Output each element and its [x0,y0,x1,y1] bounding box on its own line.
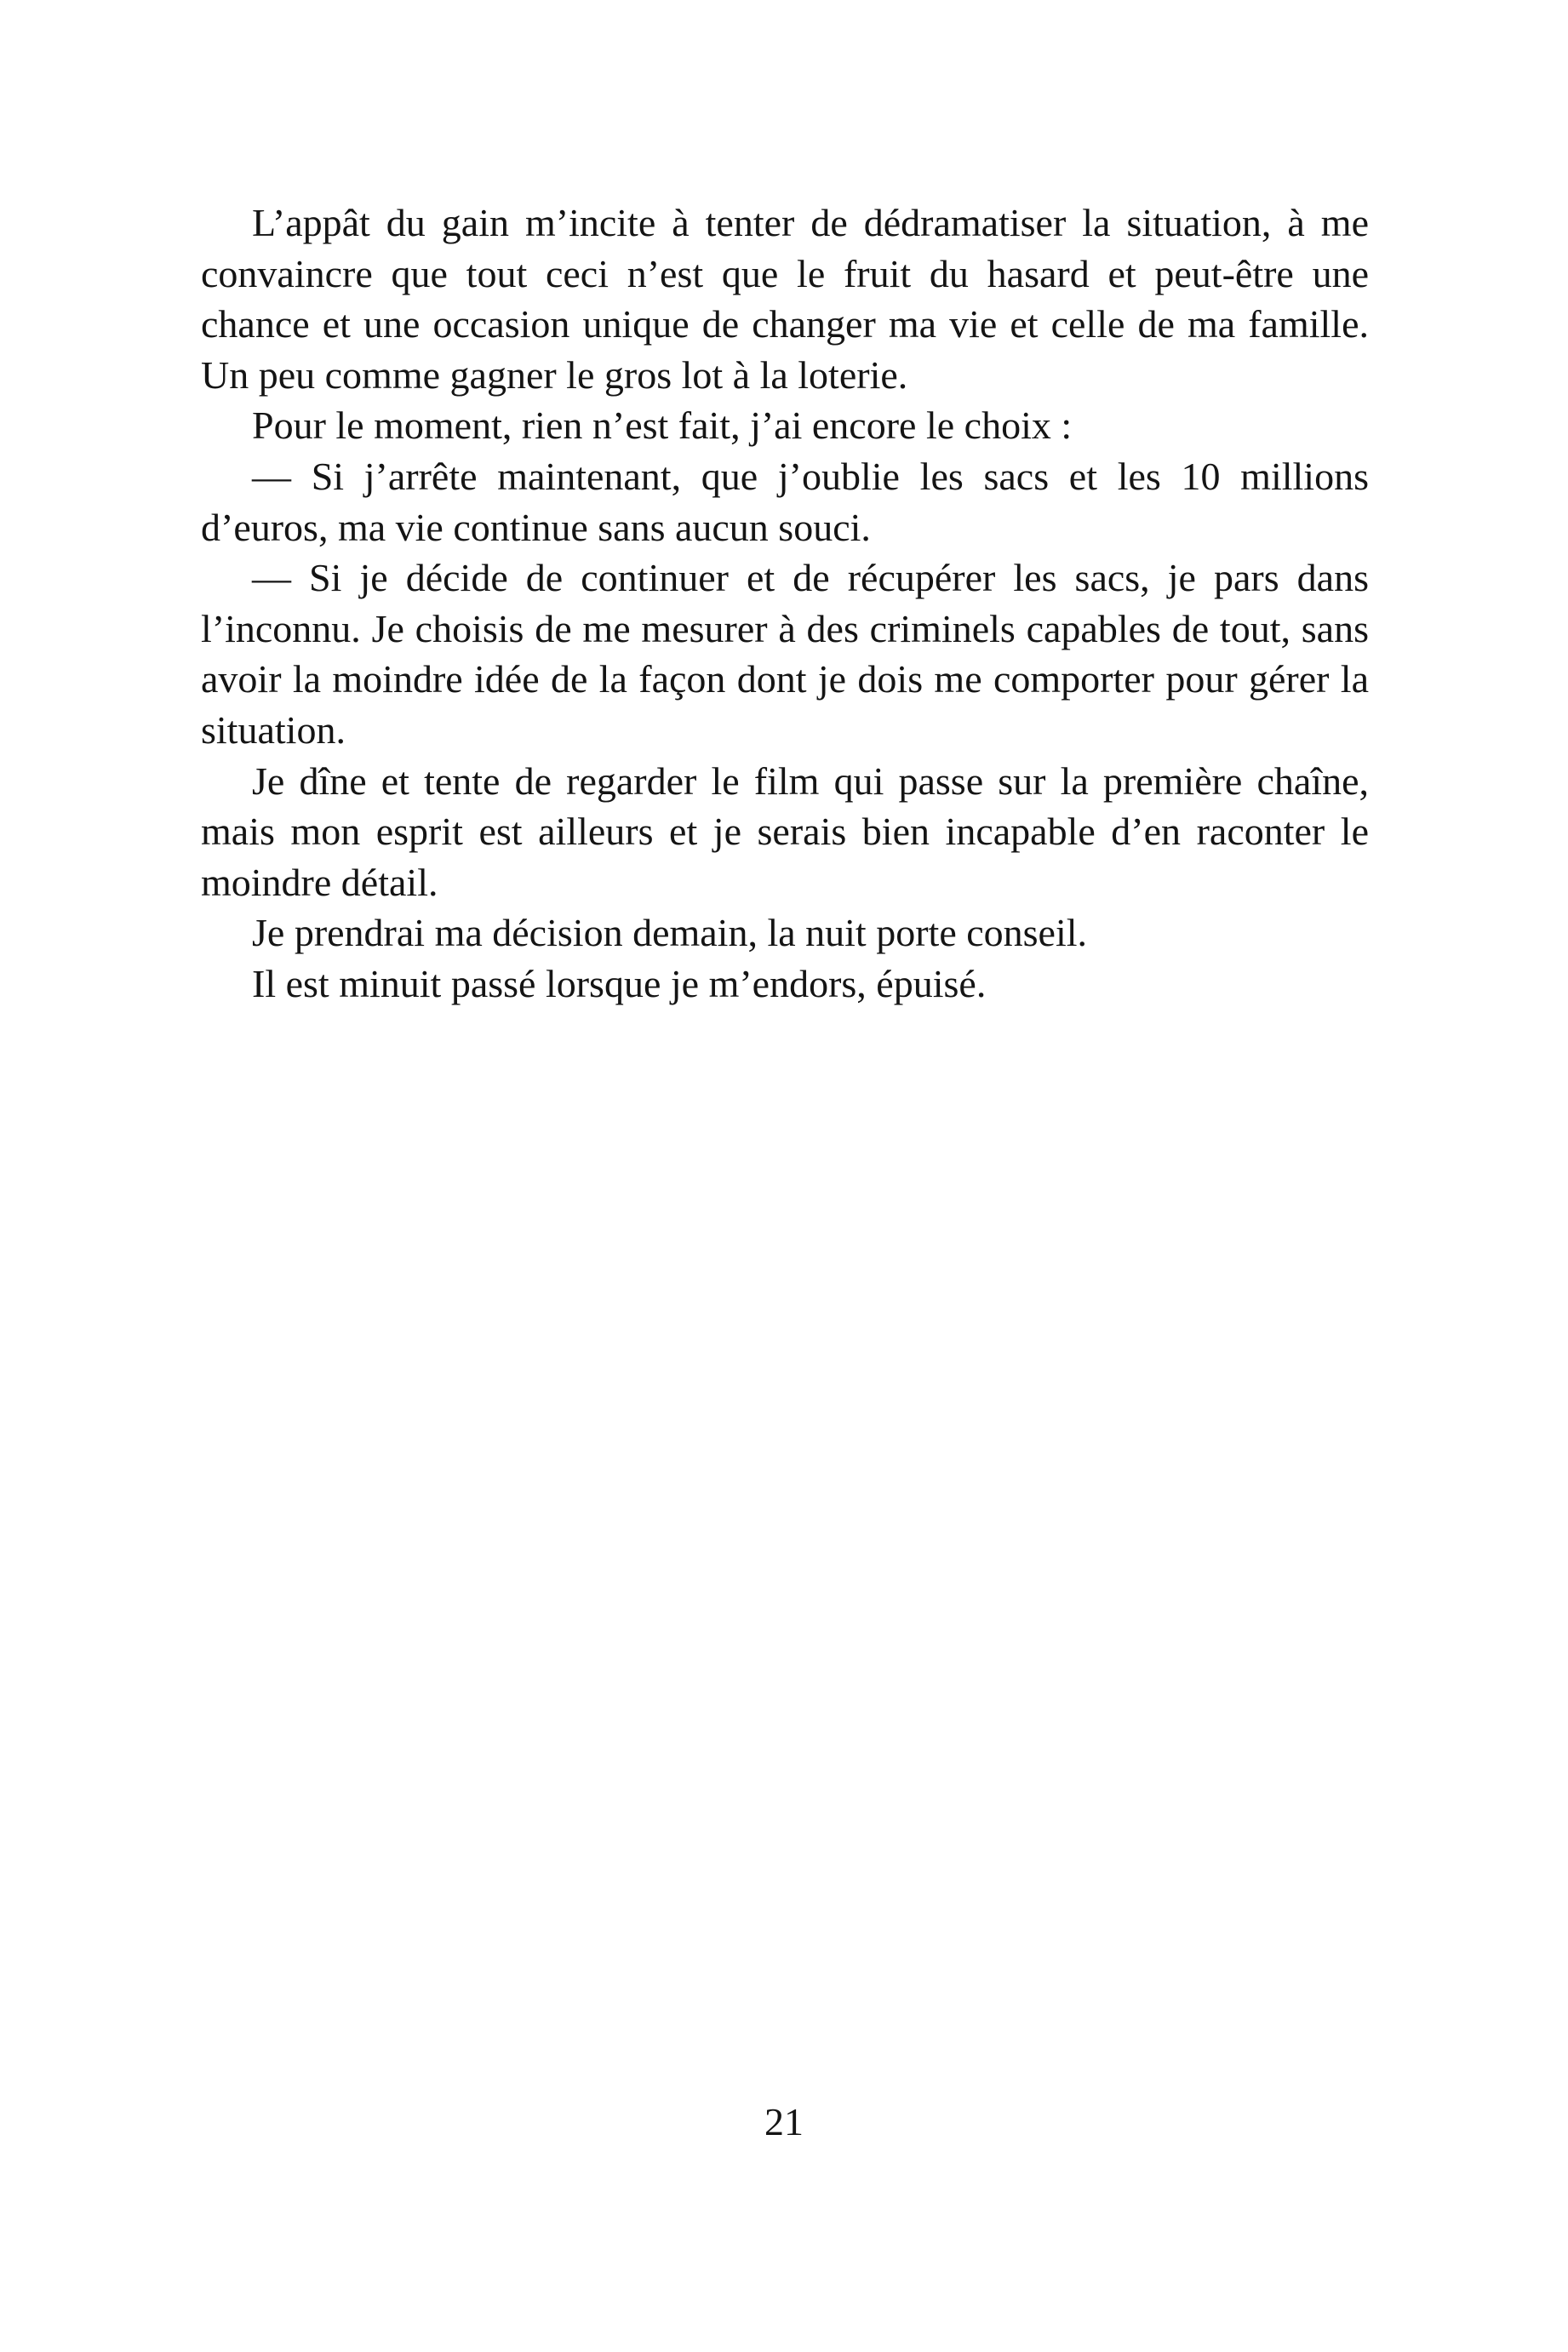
paragraph-3: — Si j’arrête maintenant, que j’oublie les sacs et les 10 millions d’euros, ma vie continue sans aucun souci. [201,454,1369,549]
paragraph-5: Je dîne et tente de regarder le film qui passe sur la première chaîne, mais mon esprit est ailleurs et je serais bien incapable d’en raconter le moindre détail. [201,758,1369,904]
page-number: 21 [764,2100,804,2143]
paragraph-4: — Si je décide de continuer et de récupérer les sacs, je pars dans l’inconnu. Je choisis de me mesurer à des criminels capables de tout, sans avoir la moindre idée de la façon dont je dois me comporter pour gérer la situation. [201,556,1369,752]
paragraph-1: L’appât du gain m’incite à tenter de dédramatiser la situation, à me convaincre que tout ceci n’est que le fruit du hasard et peut-être une chance et une occasion unique de changer ma vie et celle de ma famille. Un peu comme gagner le gros lot à la loterie. [201,201,1369,397]
paragraph-2: Pour le moment, rien n’est fait, j’ai encore le choix : [252,403,1073,448]
body-text [201,197,1369,1010]
paragraph-7: Il est minuit passé lorsque je m’endors, épuisé. [252,961,987,1005]
paragraph-6: Je prendrai ma décision demain, la nuit porte conseil. [252,911,1088,955]
